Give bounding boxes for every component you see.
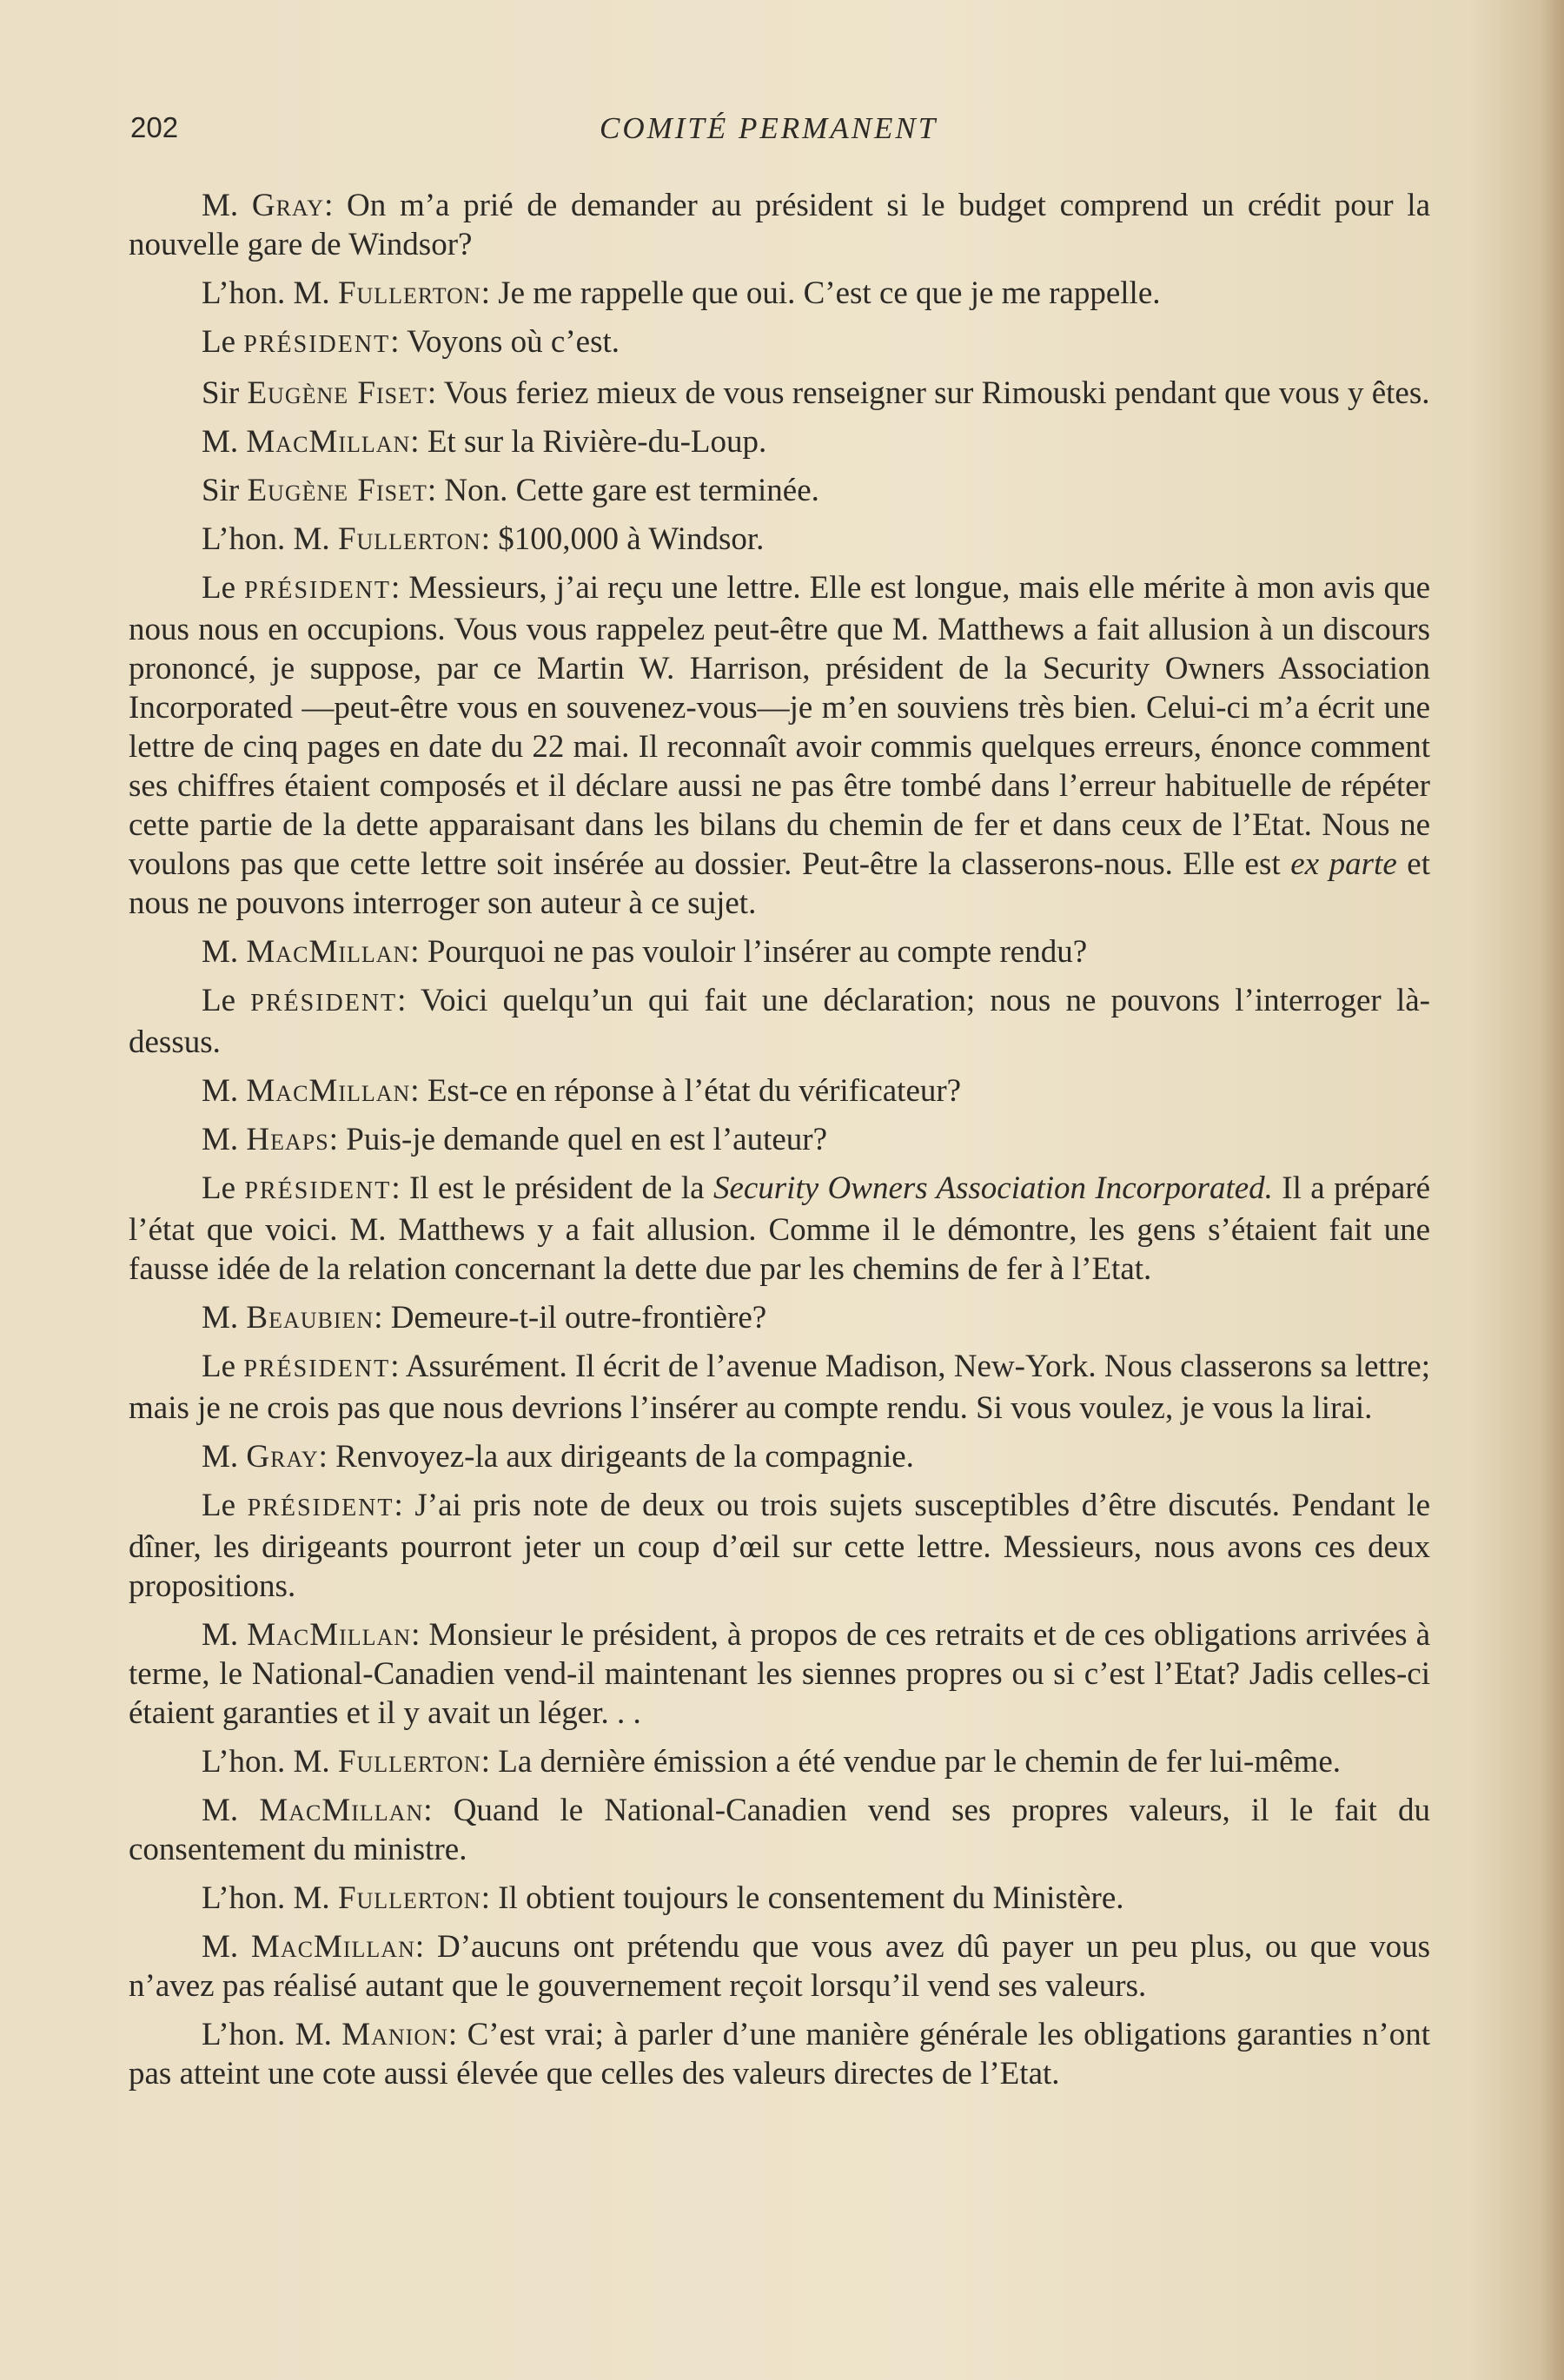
speaker-name: PRÉSIDENT (243, 331, 391, 358)
speaker-prefix: Le (202, 570, 245, 606)
speaker-prefix: M. (202, 1929, 251, 1965)
speech-text-continued: Il a préparé l’état que voici. M. Matthews y a fait allusion. Comme il le démontre, les gens s’étaient fait une fausse idée de la relation concernant la dette due par les chemins de fer à l’Etat. (129, 1170, 1431, 1287)
transcript-paragraph (129, 1298, 1430, 1337)
speech-text: Je me rappelle que oui. C’est ce que je me rappelle. (498, 275, 1161, 311)
transcript-paragraph (129, 1879, 1430, 1918)
page-edge-shadow (1540, 0, 1564, 2380)
speaker-name: MacMillan (259, 1793, 424, 1828)
speaker-name: Eugène Fiset (247, 473, 427, 508)
speaker-separator: : (397, 983, 421, 1018)
speaker-name: MacMillan (250, 1929, 415, 1965)
speaker-separator: : (324, 188, 348, 223)
speaker-name: PRÉSIDENT (243, 1356, 391, 1382)
speaker-separator: : (328, 1122, 347, 1157)
transcript-paragraph (129, 422, 1430, 461)
speaker-prefix: M. (202, 1073, 247, 1109)
speaker-prefix: Le (202, 324, 244, 360)
speech-text: Puis-je demande quel en est l’auteur? (346, 1122, 828, 1157)
speaker-name: PRÉSIDENT (247, 1495, 394, 1521)
speaker-prefix: M. (202, 424, 247, 460)
speaker-separator: : (480, 275, 499, 311)
speaker-name: PRÉSIDENT (250, 990, 398, 1017)
speaker-prefix: Le (202, 1349, 244, 1384)
speaker-name: Fullerton (337, 521, 481, 557)
page-header (130, 111, 1425, 155)
speaker-prefix: M. (202, 1793, 260, 1828)
transcript-paragraph (129, 1615, 1430, 1733)
speaker-name: MacMillan (246, 934, 411, 970)
speech-text: $100,000 à Windsor. (498, 521, 765, 557)
speaker-separator: : (427, 375, 444, 411)
speech-text: Quand le National-Canadien vend ses propres valeurs, il le fait du consentement du ministre. (129, 1793, 1431, 1867)
speech-text: D’aucuns ont prétendu que vous avez dû payer un peu plus, ou que vous n’avez pas réalisé autant que le gouvernement reçoit lorsqu’il vend ses valeurs. (129, 1929, 1431, 2004)
italic-phrase: ex parte (1290, 846, 1397, 882)
speaker-name: Fullerton (337, 1744, 481, 1780)
speech-text: Demeure-t-il outre-frontière? (390, 1300, 767, 1336)
transcript-paragraph (129, 1120, 1430, 1159)
speaker-prefix: L’hon. M. (202, 1880, 338, 1916)
speaker-separator: : (394, 1488, 415, 1523)
speaker-separator: : (423, 1793, 454, 1828)
speaker-name: Gray (251, 188, 325, 223)
speech-text: La dernière émission a été vendue par le chemin de fer lui-même. (498, 1744, 1342, 1780)
speaker-prefix: M. (202, 1617, 248, 1653)
speaker-separator: : (414, 1929, 437, 1965)
speaker-prefix: Sir (202, 375, 248, 411)
speaker-prefix: Sir (202, 473, 248, 508)
speaker-name: MacMillan (246, 1073, 411, 1109)
speech-text: Et sur la Rivière-du-Loup. (427, 424, 767, 460)
transcript-paragraph (129, 981, 1430, 1062)
speaker-prefix: L’hon. M. (202, 521, 338, 557)
speaker-separator: : (447, 2017, 467, 2052)
speaker-prefix: Le (202, 1488, 248, 1523)
speaker-name: Beaubien (246, 1300, 374, 1336)
speech-text: On m’a prié de demander au président si le budget comprend un crédit pour la nouvelle gare de Windsor? (129, 188, 1430, 262)
speaker-separator: : (318, 1439, 336, 1475)
speaker-name: Fullerton (337, 275, 481, 311)
speaker-separator: : (374, 1300, 391, 1336)
transcript-paragraph (129, 274, 1430, 313)
speaker-prefix: Le (202, 983, 251, 1018)
transcript-paragraph (129, 520, 1430, 559)
speaker-separator: : (480, 521, 499, 557)
speech-text: Il obtient toujours le consentement du Ministère. (498, 1880, 1124, 1916)
speaker-separator: : (410, 1073, 427, 1109)
speaker-name: Manion (341, 2017, 448, 2052)
transcript-paragraph (129, 1347, 1430, 1428)
speech-text: Vous feriez mieux de vous renseigner sur Rimouski pendant que vous y êtes. (443, 375, 1430, 411)
speaker-name: Fullerton (337, 1880, 481, 1916)
speaker-prefix: M. (202, 1122, 247, 1157)
transcript-paragraph (129, 471, 1430, 510)
transcript-paragraph (129, 568, 1430, 923)
transcript-paragraph (129, 1486, 1430, 1606)
speaker-separator: : (390, 1349, 406, 1384)
speaker-name: Heaps (246, 1122, 329, 1157)
speaker-separator: : (410, 424, 427, 460)
speech-text: Renvoyez-la aux dirigeants de la compagnie. (335, 1439, 914, 1475)
transcript-paragraph (129, 1742, 1430, 1781)
speech-text: Monsieur le président, à propos de ces retraits et de ces obligations arrivées à terme, le National-Canadien vend-il maintenant les siennes propres ou si c’est l’Etat? Jadis celles-ci étaient garanties et il y avait un léger. . . (129, 1617, 1430, 1731)
transcript-paragraph (129, 1791, 1430, 1869)
transcript-body (129, 186, 1430, 2103)
transcript-paragraph (129, 932, 1430, 971)
speaker-prefix: M. (202, 1300, 247, 1336)
speaker-name: MacMillan (246, 424, 411, 460)
speech-text: Il est le président de la (408, 1170, 705, 1206)
italic-phrase: Security Owners Association Incorporated. (712, 1170, 1273, 1206)
speaker-prefix: L’hon. M. (202, 1744, 338, 1780)
speaker-prefix: M. (202, 934, 247, 970)
speech-text: Est-ce en réponse à l’état du vérificateur? (427, 1073, 962, 1109)
speaker-name: PRÉSIDENT (244, 1177, 392, 1204)
transcript-paragraph (129, 322, 1430, 364)
speech-text: C’est vrai; à parler d’une manière générale les obligations garanties n’ont pas atteint une cote aussi élevée que celles des valeurs directes de l’Etat. (129, 2017, 1430, 2092)
transcript-paragraph (129, 1927, 1430, 2005)
speaker-separator: : (390, 324, 408, 360)
transcript-paragraph (129, 2015, 1430, 2093)
transcript-paragraph (129, 1071, 1430, 1110)
speaker-name: Eugène Fiset (247, 375, 427, 411)
speaker-prefix: M. (202, 1439, 247, 1475)
transcript-paragraph (129, 1437, 1430, 1476)
speaker-name: Gray (246, 1439, 319, 1475)
speaker-name: MacMillan (247, 1617, 412, 1653)
transcript-paragraph (129, 374, 1430, 413)
speaker-separator: : (391, 1170, 409, 1206)
speaker-prefix: Le (202, 1170, 245, 1206)
speaker-separator: : (480, 1880, 499, 1916)
speech-text: Assurément. Il écrit de l’avenue Madison, New-York. Nous classerons sa lettre; mais je ne crois pas que nous devrions l’insérer au compte rendu. Si vous voulez, je vous la lirai. (129, 1349, 1430, 1426)
speaker-prefix: L’hon. M. (202, 275, 338, 311)
page-number: 202 (130, 111, 179, 143)
speaker-prefix: M. (202, 188, 252, 223)
speech-text: J’ai pris note de deux ou trois sujets susceptibles d’être discutés. Pendant le dîner, les dirigeants pourront jeter un coup d’œil sur cette lettre. Messieurs, nous avons ces deux propositions. (129, 1488, 1430, 1604)
speech-text: Messieurs, j’ai reçu une lettre. Elle est longue, mais elle mérite à mon avis que nous nous en occupions. Vous vous rappelez peut-être que M. Matthews a fait allusion à un discours prononcé, je suppose, par ce Martin W. Harrison, président de la Security Owners Association Incorporated —peut-être vous en souvenez-vous—je m’en souviens très bien. Celui-ci m’a écrit une lettre de cinq pages en date du 22 mai. Il reconnaît avoir commis quelques erreurs, énonce comment ses chiffres étaient composés et il déclare aussi ne pas être tombé dans l’erreur habituelle de répéter cette partie de la dette apparaisant dans les bilans du chemin de fer et dans ceux de l’Etat. Nous ne voulons pas que cette lettre soit insérée au dossier. Peut-être la classerons-nous. Elle est (129, 570, 1431, 882)
speech-text-continued: et nous ne pouvons interroger son auteur à ce sujet. (129, 846, 1431, 921)
transcript-paragraph (129, 1169, 1430, 1289)
speech-text: Non. Cette gare est terminée. (444, 473, 819, 508)
speaker-separator: : (411, 1617, 429, 1653)
speech-text: Voici quelqu’un qui fait une déclaration; nous ne pouvons l’interroger là-dessus. (129, 983, 1430, 1060)
speaker-prefix: L’hon. M. (202, 2017, 342, 2052)
speech-text: Voyons où c’est. (407, 324, 620, 360)
speaker-separator: : (427, 473, 445, 508)
speaker-name: PRÉSIDENT (244, 577, 392, 604)
speaker-separator: : (391, 570, 409, 606)
speaker-separator: : (480, 1744, 499, 1780)
speaker-separator: : (410, 934, 427, 970)
transcript-paragraph (129, 186, 1430, 264)
speech-text: Pourquoi ne pas vouloir l’insérer au compte rendu? (427, 934, 1088, 970)
running-head: COMITÉ PERMANENT (600, 111, 938, 145)
